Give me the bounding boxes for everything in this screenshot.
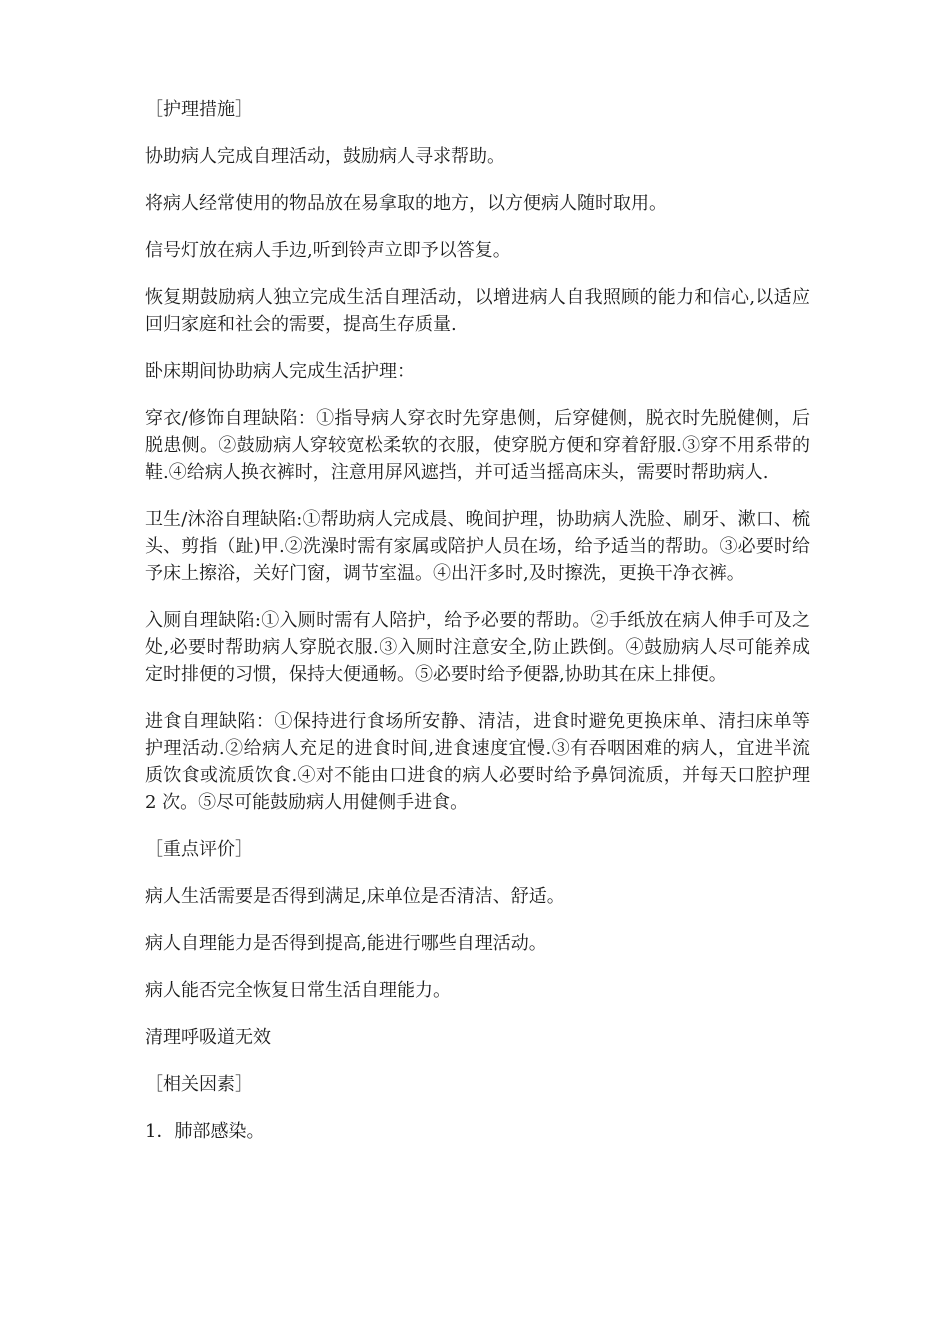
section-heading-key-evaluation: ［重点评价］ (145, 839, 253, 860)
paragraph: 病人能否完全恢复日常生活自理能力。 (145, 980, 451, 1001)
paragraph: 病人生活需要是否得到满足,床单位是否清洁、舒适。 (145, 886, 565, 907)
paragraph: 恢复期鼓励病人独立完成生活自理活动，以增进病人自我照顾的能力和信心,以适应回归家庭和社会的需要，提高生存质量. (145, 287, 810, 335)
paragraph: 协助病人完成自理活动，鼓励病人寻求帮助。 (145, 146, 505, 167)
list-item: 1．肺部感染。 (145, 1121, 265, 1142)
section-heading-related-factors: ［相关因素］ (145, 1074, 253, 1095)
paragraph-toileting: 入厕自理缺陷:①入厕时需有人陪护，给予必要的帮助。②手纸放在病人伸手可及之处,必要时帮助病人穿脱衣服.③入厕时注意安全,防止跌倒。④鼓励病人尽可能养成定时排便的习惯，保持大便通畅。⑤必要时给予便器,协助其在床上排便。 (145, 610, 810, 685)
paragraph: 信号灯放在病人手边,听到铃声立即予以答复。 (145, 240, 511, 261)
paragraph: 卧床期间协助病人完成生活护理： (145, 361, 415, 382)
paragraph: 将病人经常使用的物品放在易拿取的地方，以方便病人随时取用。 (145, 193, 667, 214)
section-heading-nursing-measures: ［护理措施］ (145, 99, 253, 120)
paragraph: 病人自理能力是否得到提高,能进行哪些自理活动。 (145, 933, 547, 954)
paragraph-airway: 清理呼吸道无效 (145, 1027, 271, 1048)
paragraph-hygiene: 卫生/沐浴自理缺陷:①帮助病人完成晨、晚间护理，协助病人洗脸、刷牙、漱口、梳头、剪指（趾)甲.②洗澡时需有家属或陪护人员在场，给予适当的帮助。③必要时给予床上擦浴，关好门窗，调节室温。④出汗多时,及时擦洗，更换干净衣裤。 (145, 509, 810, 584)
document-page (145, 96, 810, 1165)
paragraph-feeding: 进食自理缺陷：①保持进行食场所安静、清洁，进食时避免更换床单、清扫床单等护理活动.②给病人充足的进食时间,进食速度宜慢.③有吞咽困难的病人，宜进半流质饮食或流质饮食.④对不能由口进食的病人必要时给予鼻饲流质，并每天口腔护理 2 次。⑤尽可能鼓励病人用健侧手进食。 (145, 711, 810, 813)
paragraph-dressing: 穿衣/修饰自理缺陷：①指导病人穿衣时先穿患侧，后穿健侧，脱衣时先脱健侧，后脱患侧。②鼓励病人穿较宽松柔软的衣服，使穿脱方便和穿着舒服.③穿不用系带的鞋.④给病人换衣裤时，注意用屏风遮挡，并可适当摇高床头，需要时帮助病人. (145, 408, 810, 483)
